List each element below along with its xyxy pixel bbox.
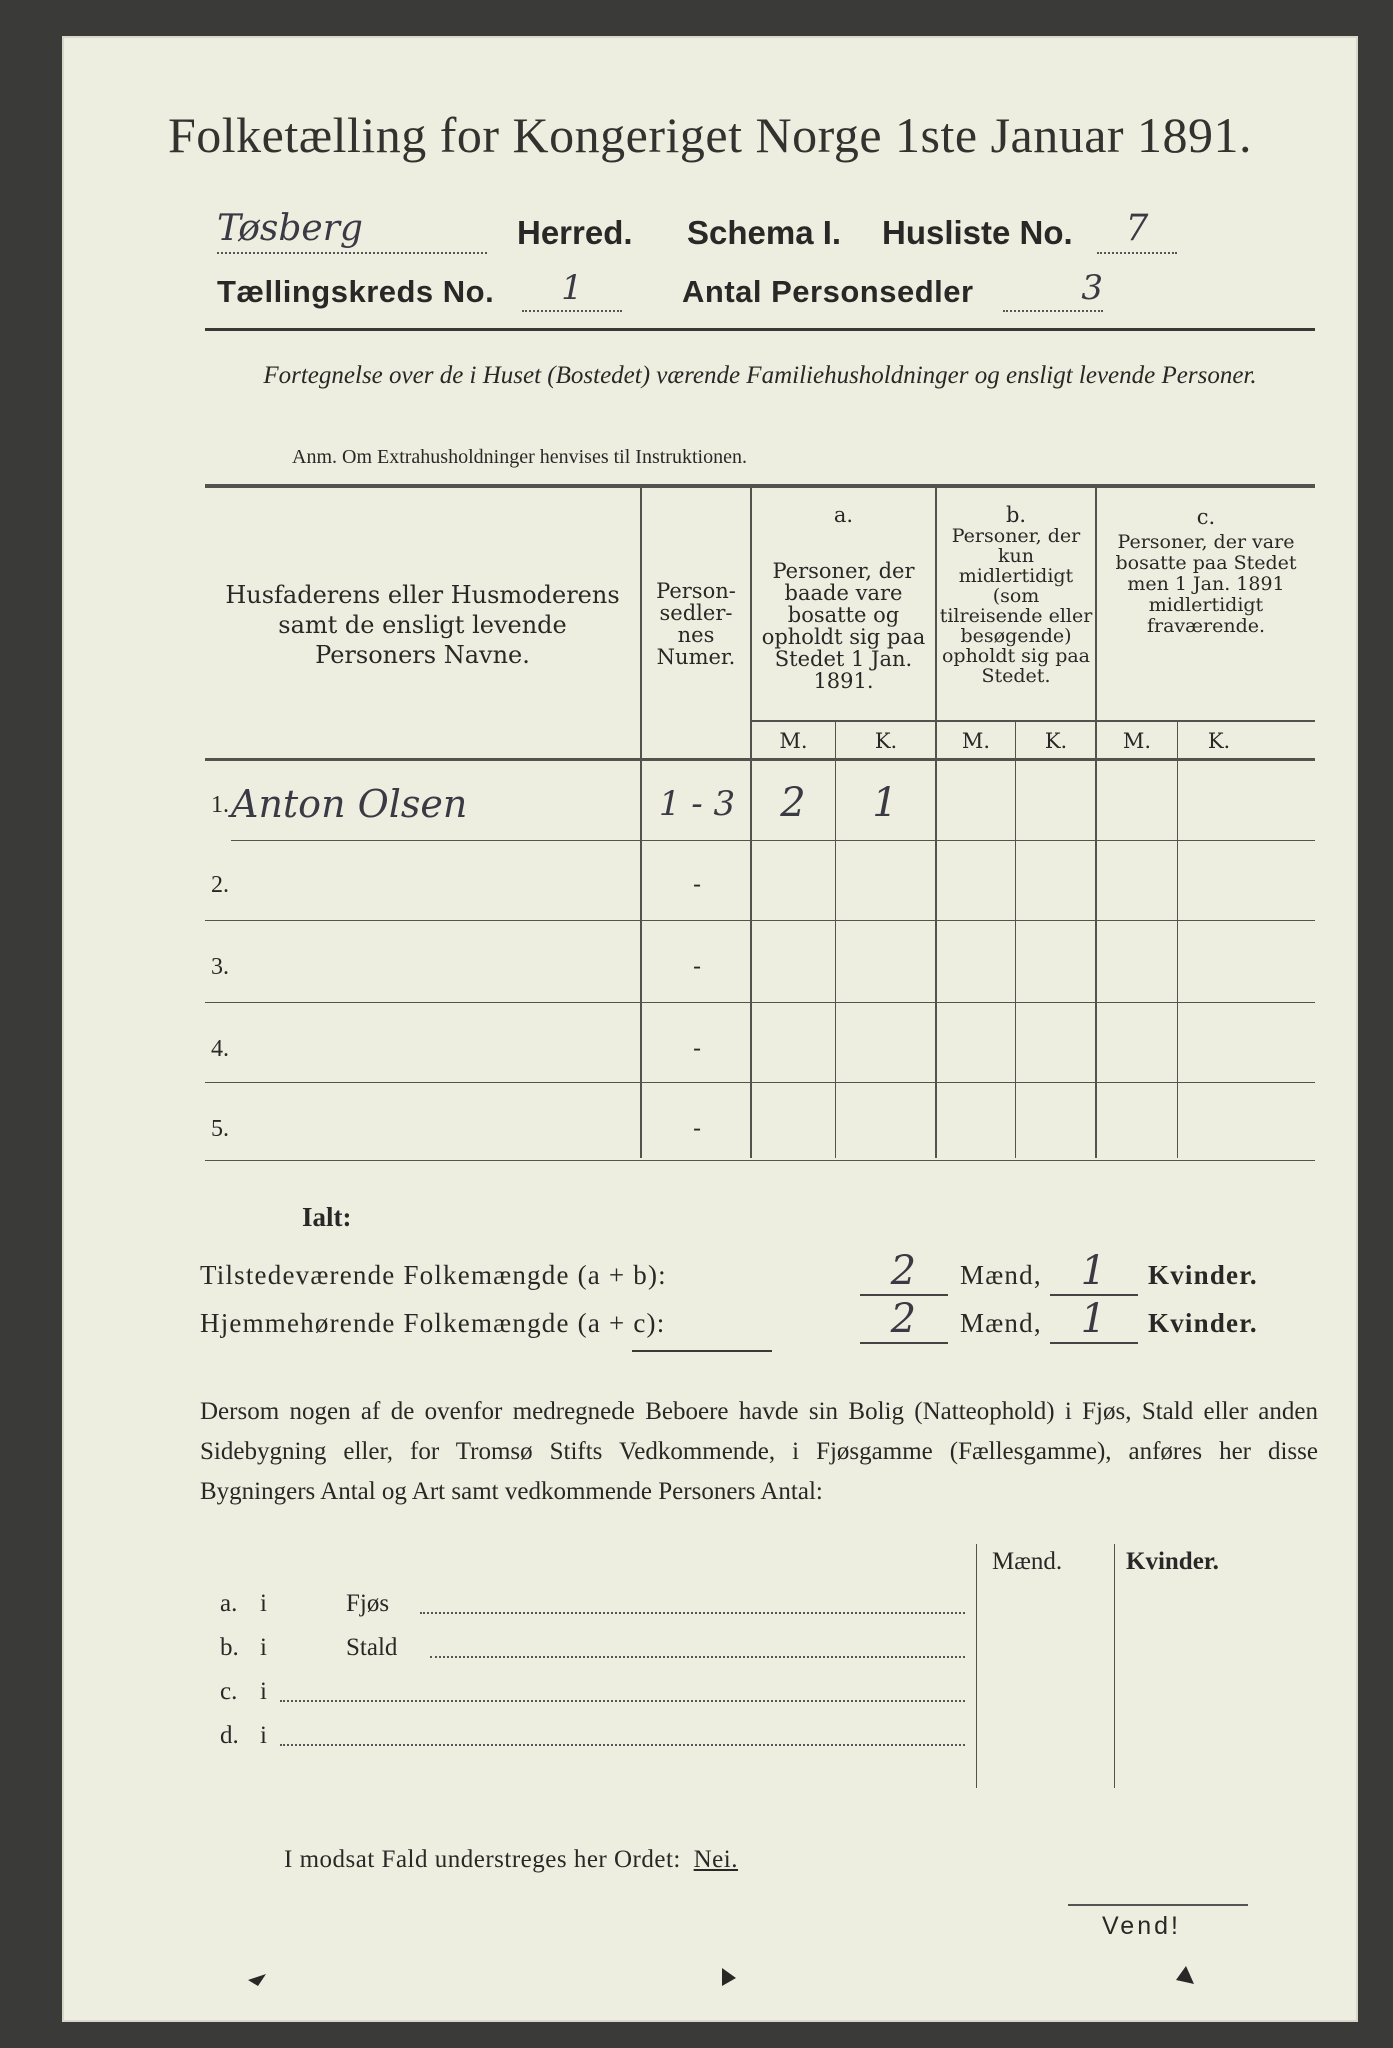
item-dots [430,1656,965,1658]
item-label: Fjøs [346,1590,390,1617]
row-sedler: - [692,952,702,980]
header-kreds-line [217,268,1317,318]
table-row [205,1002,1315,1082]
row-number: 5. [211,1116,229,1142]
col-b-header: Personer, der kun midlertidigt (som tilreisende eller besøgende) opholdt sig paa Stedet. [939,525,1093,687]
header-rule [205,328,1315,331]
header-herred-line [217,208,1317,258]
registration-mark-icon [1174,1964,1196,1986]
table-row [205,1082,1315,1162]
husliste-value: 7 [1097,208,1177,254]
row-number: 4. [211,1036,229,1062]
row-sedler: 1 - 3 [658,784,736,824]
b-m-label: M. [961,729,991,753]
table-row [205,842,1315,922]
item-i: i [260,1590,267,1617]
table-row [205,762,1315,842]
hjem-k: 1 [1050,1296,1138,1344]
row-sedler: - [692,1034,702,1062]
antal-value: 3 [1003,268,1103,312]
nei-word: Nei. [693,1846,738,1873]
hjemmehorende-line [200,1296,1330,1350]
household-table [205,484,1315,1164]
col-a-letter: a. [833,503,854,527]
item-letter: a. [220,1590,238,1617]
hjem-label: Hjemmehørende Folkemængde (a + c): [200,1308,666,1338]
kvinder-col-header: Kvinder. [1126,1548,1219,1575]
hjem-kvinder: Kvinder. [1148,1308,1258,1338]
hjem-maend: Mænd, [960,1308,1042,1338]
husliste-label: Husliste No. [882,214,1073,251]
form-title: Folketælling for Kongeriget Norge 1ste Januar 1891. [167,107,1253,163]
building-table [200,1544,1320,1804]
tilst-kvinder: Kvinder. [1148,1260,1258,1290]
item-letter: c. [220,1678,238,1705]
ialt-label: Ialt: [302,1202,352,1232]
tilst-maend: Mænd, [960,1260,1042,1290]
row-a-k: 1 [872,780,898,826]
section-divider [632,1350,772,1352]
intro-text: Fortegnelse over de i Huset (Bostedet) værende Familiehusholdninger og ensligt levende Personer. [263,362,1257,389]
col-c-letter: c. [1196,505,1216,529]
item-letter: d. [220,1722,239,1749]
item-dots [280,1744,965,1746]
tilst-k: 1 [1050,1248,1138,1296]
row-name: Anton Olsen [231,782,468,826]
c-k-label: K. [1207,729,1231,753]
sidebygning-paragraph: Dersom nogen af de ovenfor medregnede Beboere havde sin Bolig (Natteophold) i Fjøs, Stald eller anden Sidebygning eller, for Tromsø Stifts Vedkommende, i Fjøsgamme (Fællesgamme), anføres her disse Bygningers Antal og Art samt vedkommende Personers Antal: [200,1398,1318,1505]
row-number: 2. [211,872,229,898]
herred-value: Tøsberg [217,208,487,254]
col-a-header: Personer, der baade vare bosatte og opholdt sig paa Stedet 1 Jan. 1891. [761,559,926,693]
kreds-value: 1 [522,268,622,312]
list-item [220,1590,970,1630]
a-k-label: K. [874,729,898,753]
list-item [220,1722,970,1762]
kreds-label: Tællingskreds No. [217,274,495,309]
table-row [205,922,1315,1002]
tilst-m: 2 [860,1248,948,1296]
item-i: i [260,1634,267,1661]
row-number: 3. [211,954,229,980]
row-a-m: 2 [780,780,806,826]
vend-rule [1068,1904,1248,1906]
c-m-label: M. [1122,729,1152,753]
row-sedler: - [692,870,702,898]
row-number: 1. [211,792,229,818]
schema-label: Schema I. [687,214,842,251]
b-k-label: K. [1044,729,1068,753]
modsat-line [284,1846,738,1874]
col-num-header: Person-sedler-nes Numer. [656,579,736,669]
anm-note: Anm. Om Extrahusholdninger henvises til Instruktionen. [292,446,747,468]
tilst-label: Tilstedeværende Folkemængde (a + b): [200,1260,667,1290]
census-form-page [62,36,1358,2022]
list-item [220,1634,970,1674]
item-i: i [260,1722,267,1749]
modsat-text: I modsat Fald understreges her Ordet: [284,1846,681,1873]
list-item [220,1678,970,1718]
col-b-letter: b. [1005,503,1027,527]
col-name-header: Husfaderens eller Husmoderens samt de ensligt levende Personers Navne. [225,581,620,669]
hjem-m: 2 [860,1296,948,1344]
a-m-label: M. [779,729,808,753]
item-label: Stald [346,1634,398,1661]
registration-mark-icon [246,1966,268,1988]
row-sedler: - [692,1114,702,1142]
herred-label: Herred. [517,214,633,251]
item-letter: b. [220,1634,239,1661]
item-dots [420,1612,965,1614]
item-dots [280,1700,965,1702]
col-c-header: Personer, der vare bosatte paa Stedet men 1 Jan. 1891 midlertidigt fraværende. [1115,531,1297,637]
registration-mark-icon [718,1966,740,1988]
maend-col-header: Mænd. [992,1548,1063,1575]
tilstedevaerende-line [200,1248,1330,1302]
antal-label: Antal Personsedler [682,274,974,309]
vend-label: Vend! [1102,1912,1181,1940]
item-i: i [260,1678,267,1705]
